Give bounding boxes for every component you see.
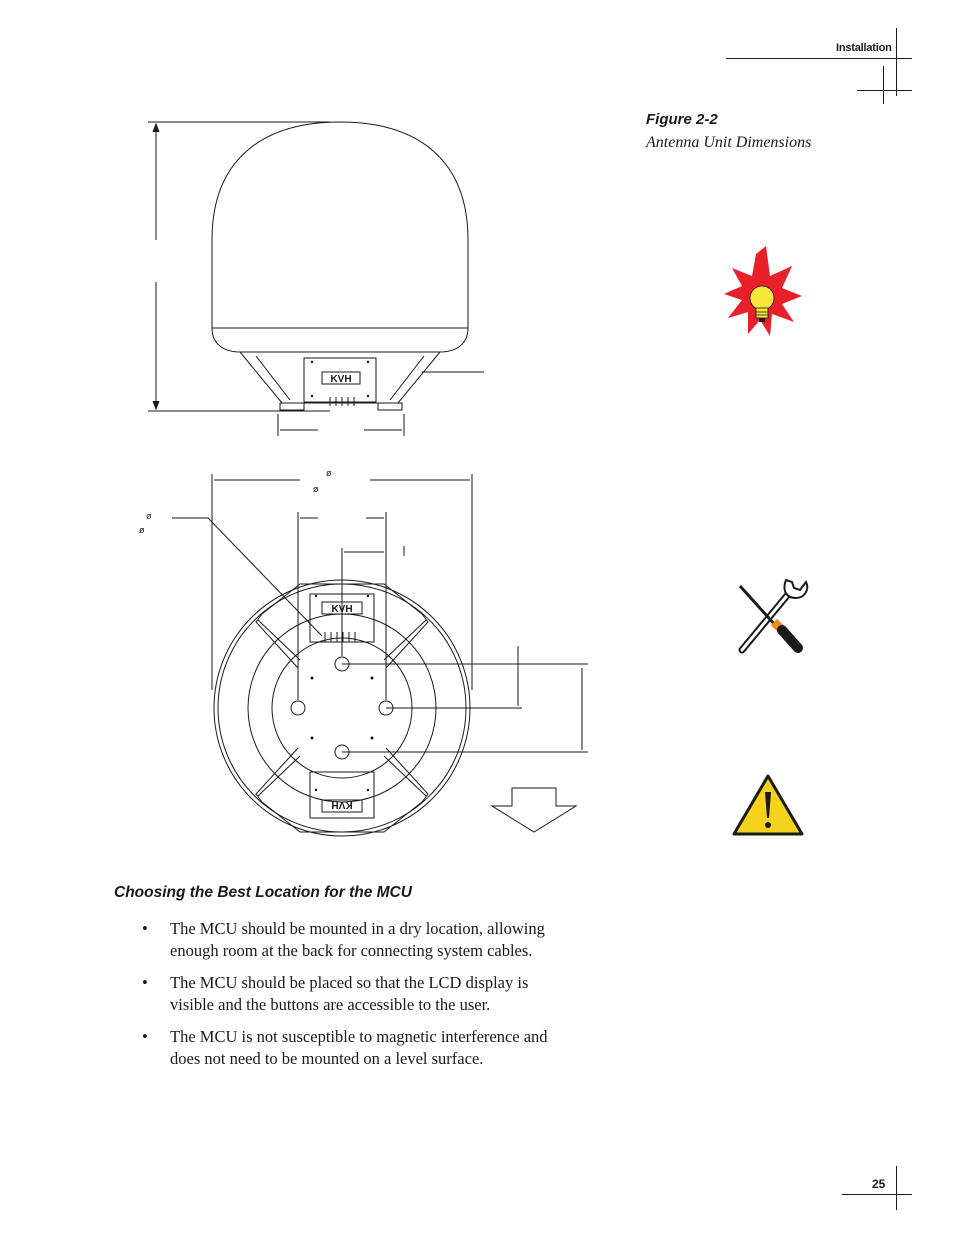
diameter-symbol: ø bbox=[326, 468, 332, 478]
bullet-marker: • bbox=[142, 973, 148, 992]
height-dimension bbox=[148, 122, 330, 411]
list-item bbox=[142, 918, 572, 961]
list-item-text: The MCU should be mounted in a dry location, allowing enough room at the back for connecting system cables. bbox=[170, 919, 545, 960]
figure-label: Figure 2-2 bbox=[646, 111, 718, 128]
bottom-top-logo: KVH bbox=[331, 604, 353, 615]
diameter-symbol: ø bbox=[313, 484, 319, 494]
bottom-base-logo: KVH bbox=[331, 799, 353, 810]
diameter-symbol: ø bbox=[139, 525, 145, 535]
bullet-marker: • bbox=[142, 1027, 148, 1046]
list-item bbox=[142, 972, 572, 1015]
footer-rule bbox=[842, 1194, 912, 1195]
page-number: 25 bbox=[872, 1177, 886, 1191]
tools-icon bbox=[740, 580, 807, 650]
bullet-marker: • bbox=[142, 919, 148, 938]
radome-rim bbox=[212, 328, 468, 352]
running-header: Installation bbox=[836, 42, 892, 54]
bullet-list bbox=[142, 918, 572, 1080]
list-item-text: The MCU is not susceptible to magnetic interference and does not need to be mounted on a level surface. bbox=[170, 1027, 548, 1068]
side-view-logo: KVH bbox=[330, 374, 352, 385]
list-item-text: The MCU should be placed so that the LCD display is visible and the buttons are accessible to the user. bbox=[170, 973, 529, 1014]
list-item bbox=[142, 1026, 572, 1069]
tip-bulb-icon bbox=[724, 246, 802, 336]
diameter-symbol: ø bbox=[146, 511, 152, 521]
footer-crop-vertical bbox=[896, 1166, 897, 1210]
caution-icon bbox=[734, 776, 802, 834]
direction-arrow-icon bbox=[492, 788, 576, 832]
figure-caption: Antenna Unit Dimensions bbox=[646, 134, 812, 151]
section-heading: Choosing the Best Location for the MCU bbox=[114, 884, 412, 901]
radome-outline bbox=[212, 122, 468, 328]
